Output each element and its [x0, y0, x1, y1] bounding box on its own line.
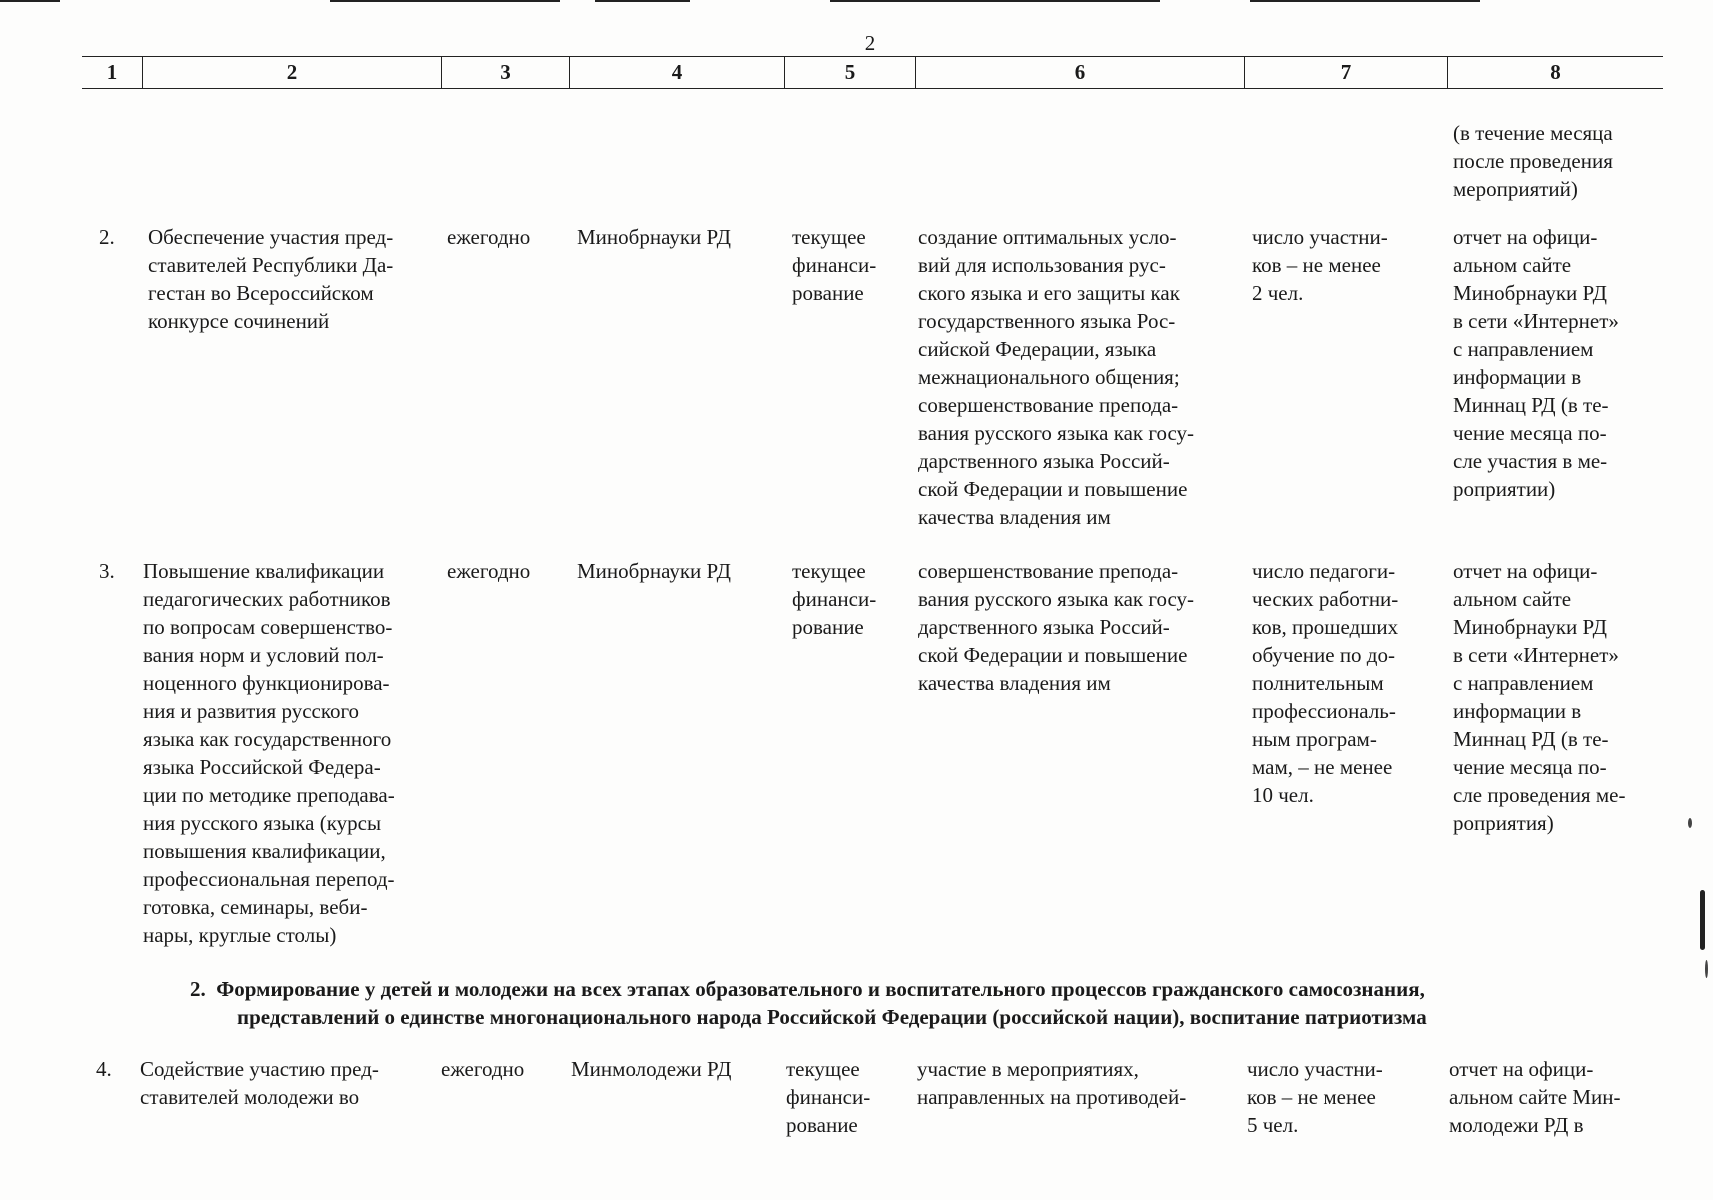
result-cell: совершенствование препода- вания русского языка как госу- дарственного языка Россий- ской Федерации и повышение качества владения им	[918, 559, 1195, 695]
scan-speck	[1705, 960, 1708, 978]
scan-speck	[1700, 890, 1705, 950]
indicator-cell: число участни- ков – не менее 2 чел.	[1252, 225, 1388, 305]
top-edge-line	[830, 0, 1160, 2]
indicator-cell: число участни- ков – не менее 5 чел.	[1247, 1057, 1383, 1137]
report-cell: отчет на офици- альном сайте Мин- молодежи РД в	[1449, 1057, 1621, 1137]
indicator-cell: число педагоги- ческих работни- ков, прошедших обучение по до- полнительным профессиональ- ным програм- мам, – не менее 10 чел.	[1252, 559, 1399, 807]
section-heading-continued: представлений о единстве многонационального народа Российской Федерации (российской нации), воспитание патриотизма	[237, 1005, 1427, 1029]
funding-cell: текущее финанси- рование	[792, 225, 877, 305]
measure-name: Повышение квалификации педагогических работников по вопросам совершенство- вания норм и условий пол- ноценного функционирова- ния и развития русского языка как государственного языка Российской Федера- ции по методике преподава- ния русского языка (курсы повышения квалификации, профессиональная перепод- готовка, семинары, веби- нары, круглые столы)	[143, 559, 395, 947]
column-header: 6	[915, 57, 1244, 88]
term-cell: ежегодно	[441, 1057, 525, 1081]
scan-speck	[1688, 818, 1692, 828]
executor-cell: Минобрнауки РД	[577, 559, 731, 583]
row-number: 4.	[96, 1057, 112, 1081]
row-number: 3.	[99, 559, 115, 583]
executor-cell: Минмолодежи РД	[571, 1057, 732, 1081]
column-header: 7	[1244, 57, 1447, 88]
top-edge-line	[595, 0, 690, 2]
column-header: 1	[106, 60, 118, 84]
row-number: 2.	[99, 225, 115, 249]
executor-cell: Минобрнауки РД	[577, 225, 731, 249]
report-cell: отчет на офици- альном сайте Минобрнауки РД в сети «Интернет» с направлением информации в Миннац РД (в те- чение месяца по- сле проведения ме- роприятия)	[1453, 559, 1626, 835]
funding-cell: текущее финанси- рование	[786, 1057, 871, 1137]
table-header-row	[82, 56, 1663, 89]
section-heading: 2. Формирование у детей и молодежи на всех этапах образовательного и воспитательного процессов гражданского самосознания,	[190, 977, 1425, 1001]
top-edge-line	[0, 0, 60, 2]
term-cell: ежегодно	[447, 225, 531, 249]
column-header: 5	[784, 57, 915, 88]
report-cell: отчет на офици- альном сайте Минобрнауки РД в сети «Интернет» с направлением информации в Миннац РД (в те- чение месяца по- сле участия в ме- роприятии)	[1453, 225, 1619, 501]
column-header: 8	[1447, 57, 1663, 88]
result-cell: участие в мероприятиях, направленных на противодей-	[917, 1057, 1187, 1109]
column-header: 4	[569, 57, 784, 88]
funding-cell: текущее финанси- рование	[792, 559, 877, 639]
result-cell: создание оптимальных усло- вий для использования рус- ского языка и его защиты как государственного языка Рос- сийской Федерации, языка межнационального общения; совершенствование препода- вания русского языка как госу- дарственного языка Россий- ской Федерации и повышение качества владения им	[918, 225, 1195, 529]
term-cell: ежегодно	[447, 559, 531, 583]
column-header: 2	[142, 57, 441, 88]
top-edge-line	[1250, 0, 1480, 2]
previous-row-continuation: (в течение месяца после проведения мероприятий)	[1453, 121, 1613, 201]
measure-name: Содействие участию пред- ставителей молодежи во	[140, 1057, 379, 1109]
measure-name: Обеспечение участия пред- ставителей Республики Да- гестан во Всероссийском конкурсе сочинений	[148, 225, 394, 333]
column-header: 3	[441, 57, 569, 88]
top-edge-line	[330, 0, 560, 2]
page-number: 2	[864, 31, 876, 55]
